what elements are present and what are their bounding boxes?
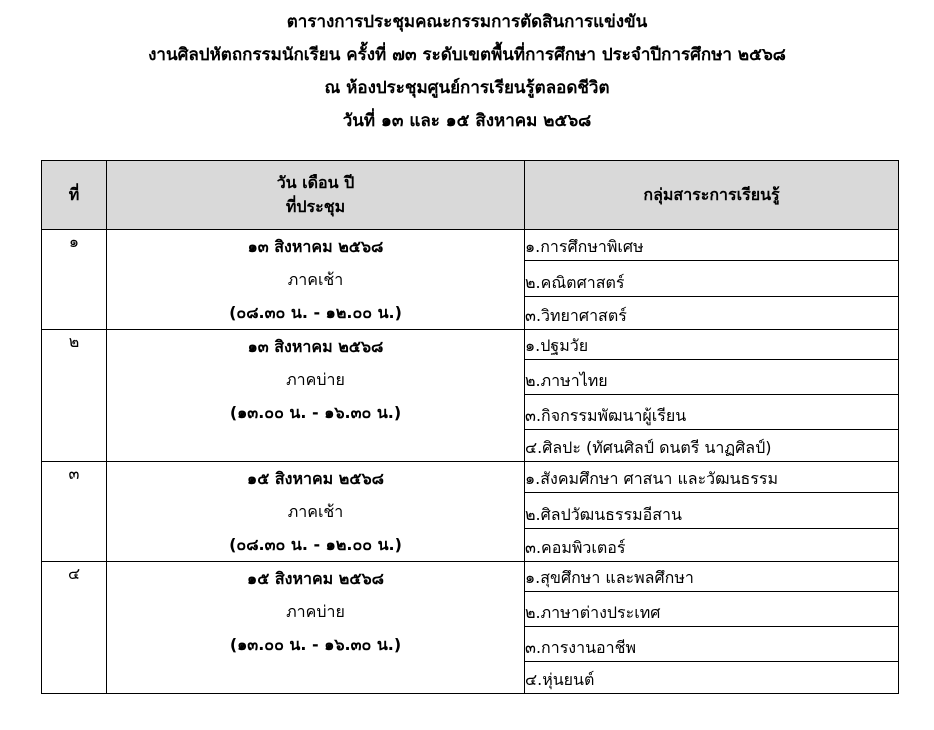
meeting-number-cell: ๔ [42, 562, 107, 694]
table-row [42, 562, 899, 592]
subject-cell: ๑.สุขศึกษา และพลศึกษา [525, 562, 899, 592]
document-header [0, 6, 934, 138]
meeting-number-cell: ๓ [42, 462, 107, 562]
subject-cell: ๒.ศิลปวัฒนธรรมอีสาน [525, 492, 899, 528]
meeting-time: (๑๓.๐๐ น. - ๑๖.๓๐ น.) [229, 635, 402, 654]
meeting-time: (๐๘.๓๐ น. - ๑๒.๐๐ น.) [229, 535, 402, 554]
meeting-number-cell: ๒ [42, 330, 107, 462]
meeting-time: (๐๘.๓๐ น. - ๑๒.๐๐ น.) [229, 303, 402, 322]
meeting-date-cell [107, 230, 525, 330]
meeting-session: ภาคเช้า [287, 502, 344, 521]
schedule-table [41, 160, 899, 694]
table-row [42, 230, 899, 261]
subject-cell: ๒.ภาษาไทย [525, 360, 899, 395]
subject-cell: ๔.ศิลปะ (ทัศนศิลป์ ดนตรี นาฏศิลป์) [525, 430, 899, 462]
meeting-session: ภาคบ่าย [286, 602, 345, 621]
table-header [42, 161, 899, 230]
meeting-date-cell [107, 562, 525, 694]
header-date-line2: ที่ประชุม [285, 197, 346, 216]
header-date [107, 161, 525, 230]
table-header-row [42, 161, 899, 230]
subject-cell: ๔.หุ่นยนต์ [525, 662, 899, 694]
subject-cell: ๓.วิทยาศาสตร์ [525, 297, 899, 330]
meeting-date-cell [107, 462, 525, 562]
subject-cell: ๒.ภาษาต่างประเทศ [525, 592, 899, 627]
document-venue: ณ ห้องประชุมศูนย์การเรียนรู้ตลอดชีวิต [324, 78, 610, 98]
subject-cell: ๑.ปฐมวัย [525, 330, 899, 360]
meeting-date: ๑๕ สิงหาคม ๒๕๖๘ [247, 469, 384, 488]
header-date-line1: วัน เดือน ปี [276, 173, 355, 192]
subject-cell: ๑.สังคมศึกษา ศาสนา และวัฒนธรรม [525, 462, 899, 493]
meeting-date: ๑๕ สิงหาคม ๒๕๖๘ [247, 569, 384, 588]
meeting-date: ๑๓ สิงหาคม ๒๕๖๘ [247, 237, 384, 256]
header-no: ที่ [42, 161, 107, 230]
subject-cell: ๑.การศึกษาพิเศษ [525, 230, 899, 261]
document-title: ตารางการประชุมคณะกรรมการตัดสินการแข่งขัน [286, 12, 648, 32]
document-dates: วันที่ ๑๓ และ ๑๕ สิงหาคม ๒๕๖๘ [342, 111, 592, 131]
meeting-session: ภาคเช้า [287, 270, 344, 289]
table-row [42, 330, 899, 360]
subject-cell: ๓.คอมพิวเตอร์ [525, 529, 899, 562]
document-subtitle: งานศิลปหัตถกรรมนักเรียน ครั้งที่ ๗๓ ระดับเขตพื้นที่การศึกษา ประจำปีการศึกษา ๒๕๖๘ [148, 45, 786, 65]
meeting-session: ภาคบ่าย [286, 370, 345, 389]
header-subjects: กลุ่มสาระการเรียนรู้ [525, 161, 899, 230]
subject-cell: ๓.กิจกรรมพัฒนาผู้เรียน [525, 395, 899, 430]
table-row [42, 462, 899, 493]
subject-cell: ๓.การงานอาชีพ [525, 627, 899, 662]
table-body [42, 230, 899, 694]
meeting-number-cell: ๑ [42, 230, 107, 330]
meeting-date: ๑๓ สิงหาคม ๒๕๖๘ [247, 337, 384, 356]
subject-cell: ๒.คณิตศาสตร์ [525, 260, 899, 296]
meeting-date-cell [107, 330, 525, 462]
meeting-time: (๑๓.๐๐ น. - ๑๖.๓๐ น.) [229, 403, 402, 422]
